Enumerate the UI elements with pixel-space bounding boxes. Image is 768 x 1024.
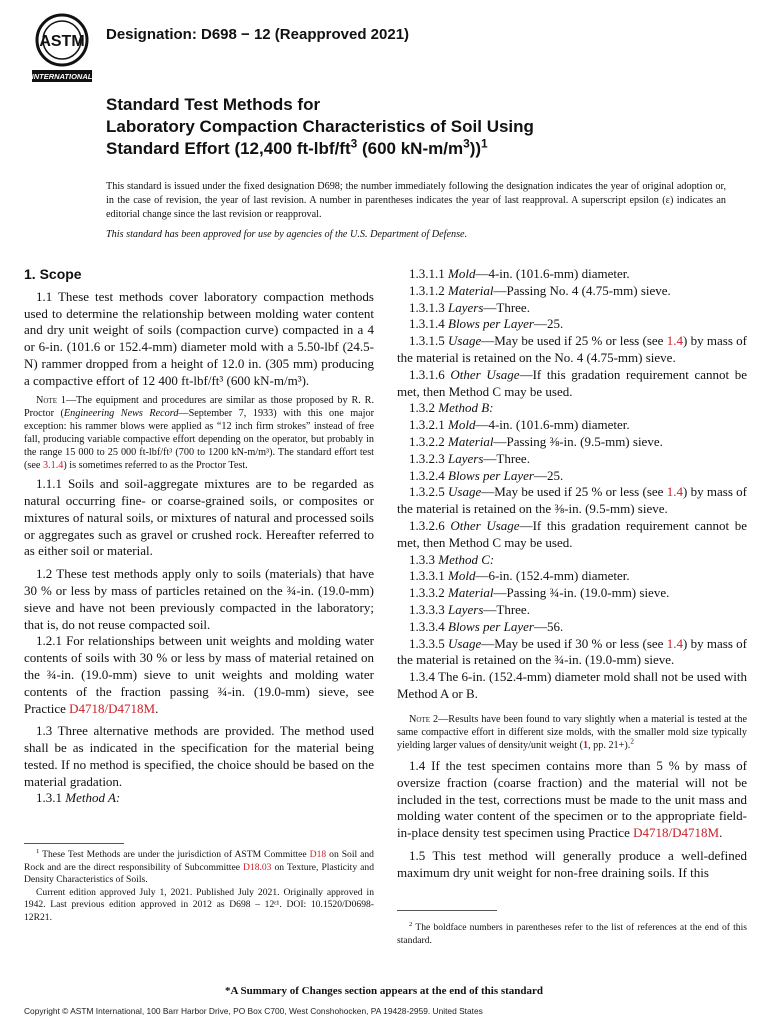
para-1-3-1-1: 1.3.1.1 Mold—4-in. (101.6-mm) diameter. <box>409 266 630 281</box>
para-1-3-1-5: 1.3.1.5 Usage—May be used if 25 % or less (see 1.4) by mass of the material is retained on the No. 4 (4.75-mm) sieve. <box>397 333 747 365</box>
para-1-5: 1.5 This test method will generally produce a well-defined maximum dry unit weight for non-free draining soils. If this <box>397 847 747 880</box>
footnote-divider <box>24 843 124 844</box>
para-1-1: 1.1 These test methods cover laboratory compaction methods used to determine the relationship between molding water content and dry unit weight of soils (compaction curve) compacted in a 4 or 6-in. (101.6 or 152.4-mm) diameter mold with a 5.50-lbf (24.5-N) rammer dropped from a height of 12.0 in. (305 mm) producing a compactive effort of 12 400 ft-lbf/ft³ (600 kN-m/m³). <box>24 288 374 388</box>
para-1-1-1: 1.1.1 Soils and soil-aggregate mixtures are to be regarded as natural occurring fine- or coarse-grained soils, or composites or mixtures of natural soils, or mixtures of natural and processed soils or aggregates such as gravel or crushed rock. Hereafter referred to as either soil or material. <box>24 476 374 559</box>
title-line-3: Standard Effort (12,400 $ft-lbf/ft^3$ (600 $kN-m/m^3))^1$ <box>106 136 488 158</box>
para-1-4: 1.4 If the test specimen contains more than 5 % by mass of oversize fraction (coarse fraction) and the material will not be included in the test, corrections must be made to the unit mass and molding water content of the specimen or to the appropriate field-in-place density test specimen using Practice D4718/D4718M. <box>397 758 747 841</box>
para-1-3-3-3: 1.3.3.3 Layers—Three. <box>409 601 530 617</box>
scope-heading: 1. Scope <box>24 266 82 282</box>
dod-notice: This standard has been approved for use by agencies of the U.S. Department of Defense. <box>106 229 468 240</box>
link-1-4[interactable]: 1.4 <box>666 635 683 651</box>
para-1-3-2-1: 1.3.2.1 Mold—4-in. (101.6-mm) diameter. <box>409 417 630 433</box>
para-1-3-1: 1.3.1 Method A: <box>36 790 121 806</box>
para-1-2: 1.2 These test methods apply only to soils (materials) that have 30 % or less by mass of particles retained on the ¾-in. (19.0-mm) sieve and have not been previously compacted in the laboratory; that is, do not reuse compacted soil. <box>24 566 374 632</box>
right-column <box>397 266 747 882</box>
link-d18-03[interactable]: D18.03 <box>242 861 272 873</box>
para-1-3-3-1: 1.3.3.1 Mold—6-in. (152.4-mm) diameter. <box>409 568 630 584</box>
para-1-3-1-4: 1.3.1.4 Blows per Layer—25. <box>409 316 564 332</box>
logo-subtext: INTERNATIONAL <box>31 72 93 81</box>
para-1-2-1: 1.2.1 For relationships between unit weights and molding water contents of soils with 30 % or less by mass of material retained on the ¾-in. (19.0-mm) sieve to unit weights and molding water contents of the fraction passing ¾-in. (19.0-mm) sieve, see Practice D4718/D4718M. <box>24 633 374 716</box>
para-1-3-2-4: 1.3.2.4 Blows per Layer—25. <box>409 467 564 483</box>
document-title <box>106 94 726 160</box>
link-3-1-4[interactable]: 3.1.4 <box>42 460 64 472</box>
summary-of-changes-notice: *A Summary of Changes section appears at the end of this standard <box>224 985 544 997</box>
footnote-2: $^2$ The boldface numbers in parentheses refer to the list of references at the end of this standard. <box>397 920 747 946</box>
para-1-3-2-2: 1.3.2.2 Material—Passing ⅜-in. (9.5-mm) sieve. <box>409 433 663 449</box>
para-1-3-3: 1.3.3 Method C: <box>409 551 495 567</box>
link-1-4[interactable]: 1.4 <box>666 484 683 500</box>
para-1-3-2-6: 1.3.2.6 Other Usage—If this gradation requirement cannot be met, then Method C may be used. <box>397 517 748 550</box>
para-1-3-1-2: 1.3.1.2 Material—Passing No. 4 (4.75-mm) sieve. <box>409 282 671 298</box>
link-ref-1[interactable]: 1 <box>582 739 589 751</box>
footnote-1-edition: Current edition approved July 1, 2021. Published July 2021. Originally approved in 1942. Last previous edition approved in 2012 as D698 – 12ᵋ¹. DOI: 10.1520/D0698-12R21. <box>24 886 374 923</box>
para-1-3-2-5: 1.3.2.5 Usage—May be used if 25 % or less (see 1.4) by mass of the material is retained on the ⅜-in. (9.5-mm) sieve. <box>397 484 747 517</box>
para-1-3-2: 1.3.2 Method B: <box>409 400 494 416</box>
footnote-divider <box>397 910 497 911</box>
para-1-3-1-3: 1.3.1.3 Layers—Three. <box>409 299 530 315</box>
link-d18[interactable]: D18 <box>309 849 327 860</box>
designation: Designation: D698 − 12 (Reapproved 2021) <box>106 26 410 43</box>
astm-logo <box>30 12 94 84</box>
para-1-3-3-2: 1.3.3.2 Material—Passing ¾-in. (19.0-mm) sieve. <box>409 585 670 601</box>
title-line-1: Standard Test Methods for <box>106 95 321 114</box>
para-1-3-2-3: 1.3.2.3 Layers—Three. <box>409 450 530 466</box>
note-1: Note 1—The equipment and procedures are similar as those proposed by R. R. Proctor (Engineering News Record—September 7, 1933) with this one major exception: his rammer blows were applied as “12 inch firm strokes” instead of free fall, producing variable compactive effort depending on the operator, but probably in the range 15 000 to 25 000 ft-lbf/ft³ (700 to 1200 kN-m/m³). The standard effort test (see 3.1.4) is sometimes referred to as the Proctor Test. <box>24 394 375 472</box>
para-1-3-1-6: 1.3.1.6 Other Usage—If this gradation requirement cannot be met, then Method C may be used. <box>397 366 748 399</box>
para-1-3-3-5: 1.3.3.5 Usage—May be used if 30 % or less (see 1.4) by mass of the material is retained on the ¾-in. (19.0-mm) sieve. <box>397 635 747 668</box>
note-2: Note 2—Results have been found to vary slightly when a material is tested at the same compactive effort in different size molds, with the smaller mold size typically yielding larger values of density/unit weight (1, pp. 21+).$^2$ <box>397 713 748 751</box>
footnote-1: $^1$ These Test Methods are under the jurisdiction of ASTM Committee D18 on Soil and Rock and are the direct responsibility of Subcommittee D18.03 on Texture, Plasticity and Density Characteristics of Soils. Current edition approved July 1, 2021. Published July 2021. Originally approved in 1942. Last previous edition approved in 2012 as D698 – 12ᵋ¹. DOI: 10.1520/D0698-12R21. <box>24 847 374 923</box>
para-1-3: 1.3 Three alternative methods are provided. The method used shall be as indicated in the specification for the material being tested. If no method is specified, the choice should be based on the material gradation. <box>24 723 374 789</box>
title-line-2: Laboratory Compaction Characteristics of Soil Using <box>106 117 534 136</box>
para-1-3-4: 1.3.4 The 6-in. (152.4-mm) diameter mold shall not be used with Method A or B. <box>397 669 747 701</box>
logo-text: ASTM <box>39 33 85 50</box>
link-d4718[interactable]: D4718/D4718M <box>69 700 156 716</box>
link-d4718[interactable]: D4718/D4718M <box>633 825 720 841</box>
link-1-4[interactable]: 1.4 <box>666 333 683 349</box>
para-1-3-3-4: 1.3.3.4 Blows per Layer—56. <box>409 618 564 634</box>
copyright-line: Copyright © ASTM International, 100 Barr Harbor Drive, PO Box C700, West Conshohocken, PA 19428-2959. United States <box>24 1006 483 1016</box>
designation-notice: This standard is issued under the fixed designation D698; the number immediately following the designation indicates the year of original adoption or, in the case of revision, the year of last revision. A number in parentheses indicates the year of last reapproval. A superscript epsilon (ε) indicates an editorial change since the last revision or reapproval. <box>106 181 726 220</box>
left-column <box>24 266 374 807</box>
